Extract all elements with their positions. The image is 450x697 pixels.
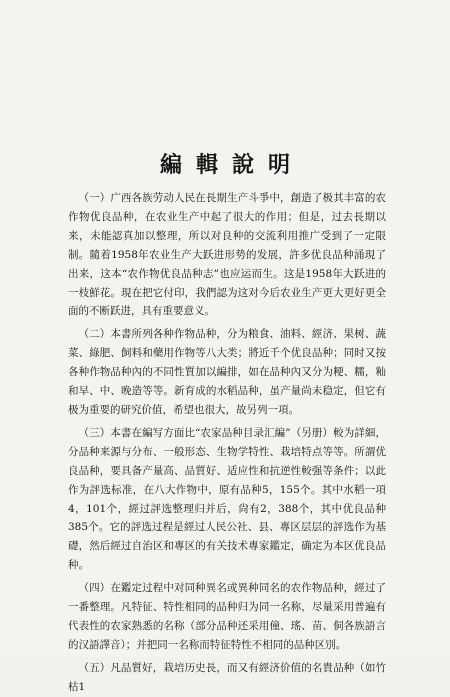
paragraph-4: （四）在鑑定过程中对同种異名或異种同名的农作物品种，經过了一番整理。凡特征、特性相同的品种归为同一名称，尽量采用普遍有代表性的农家熟悉的名称（部分品种还采用僮、瑤、苗、侗各族語言的汉語譯音）；并把同一名称而特征特性不相同的品种区別。 xyxy=(68,582,386,651)
paragraph-3: （三）本書在編写方面比“农家品种目录汇編”（另册）較为詳細，分品种来源与分布、一般形态、生物学特性、栽培特点等等。所謂优良品种，要具备产量高、品質好、适应性和抗逆性較强等条件；以此作为評选标准，在八大作物中，原有品种5，155个。其中水稻一項4，101个，經过評选整理归并后，尙有2，388个，其中优良品种385个。它的評选过程是經过人民公社、县、專区层层的評选作为基礎，然后經过自治区和專区的有关技术專家鑑定，确定为本区优良品种。 xyxy=(68,426,386,572)
paragraph-1: （一）广西各族劳动人民在長期生产斗爭中，創造了极其丰富的农作物优良品种，在农业生产中起了很大的作用；但是，过去長期以来，未能認真加以整理，所以对良种的交流利用推广受到了一定限制。隨着1958年农业生产大跃进形势的发展，許多优良品种涌現了出来，这本“农作物优良品种志”也应运而生。这是1958年大跃进的一枝鮮花。現在把它付印，我們認为这对今后农业生产更大更好更全面的不断跃进，具有重要意义。 xyxy=(68,192,386,318)
page-title: 編輯說明 xyxy=(159,152,304,178)
paragraph-5: （五）凡品質好，栽培历史長，而又有經济价值的名貴品种（如竹枯1 xyxy=(68,661,386,693)
body-text xyxy=(68,189,386,697)
paragraph-2: （二）本書所列各种作物品种，分为粮食、油料、經济、果树、蔬菜、綠肥、飼料和藥用作物等八大类；將近千个优良品种；同时又按各种作物品种內的不同性質加以編排，如在品种內又分为粳、糯，籼和早、中、晚造等等。新育成的水稻品种，虽产量尚未稳定，但它有极为重要的研究价值，希望也很大，故另列一項。 xyxy=(68,328,386,416)
